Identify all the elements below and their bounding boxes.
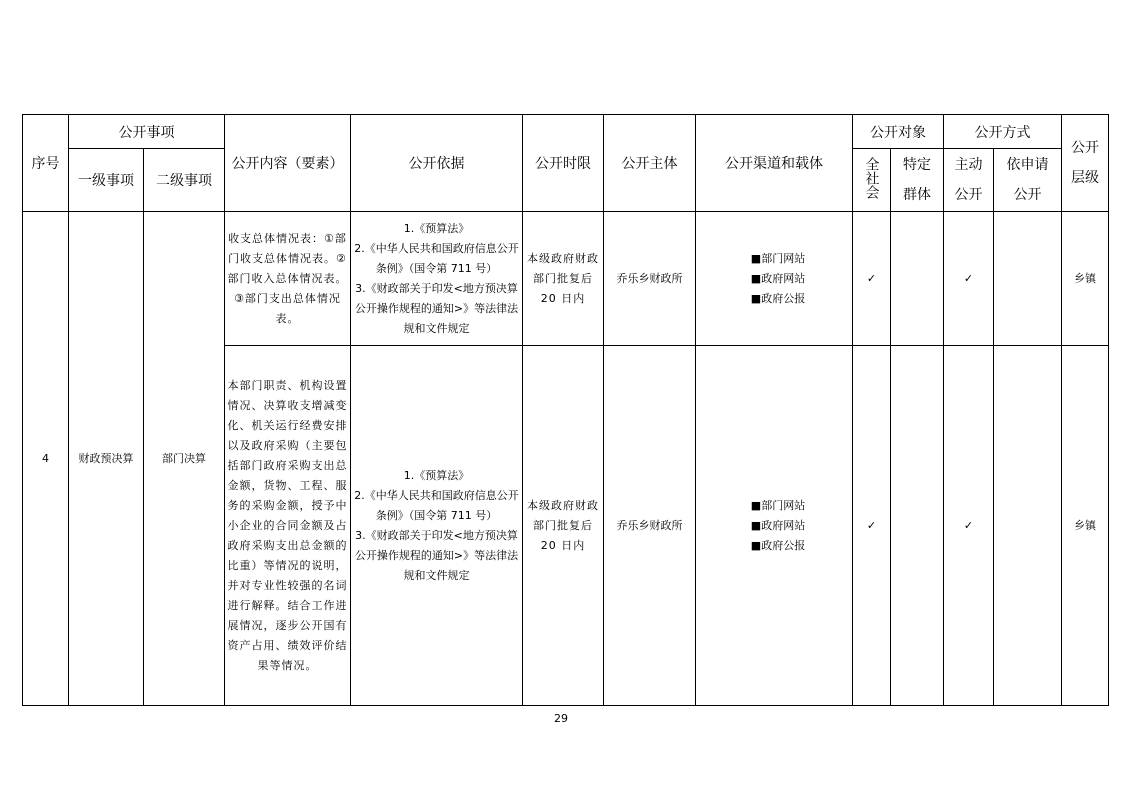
row-channels [696,212,853,346]
header-method-request-line2: 公开 [1013,187,1042,203]
header-time-limit: 公开时限 [523,115,604,212]
row-method-active-check: ✓ [944,346,994,706]
channel-item: ■政府公报 [750,538,806,552]
row-target-all-check: ✓ [853,346,891,706]
header-row-1 [23,115,1109,149]
group-seq: 4 [23,212,69,706]
row-target-specific [891,346,944,706]
page-number: 29 [554,712,568,725]
channel-item: ■政府网站 [750,271,806,285]
basis-item: 2.《中华人民共和国政府信息公开条例》（国令第 711 号） [354,488,519,522]
row-method-request [994,212,1062,346]
row-level: 乡镇 [1062,346,1109,706]
row-content: 本部门职责、机构设置情况、决算收支增减变化、机关运行经费安排以及政府采购（主要包括部门政府采购支出总金额，货物、工程、服务的采购金额，授予中小企业的合同金额及占政府采购支出总金额的比重）等情况的说明，并对专业性较强的名词进行解释。结合工作进展情况，逐步公开国有资产占用、绩效评价结果等情况。 [225,346,351,706]
row-method-request [994,346,1062,706]
header-method-request [994,149,1062,212]
header-seq: 序号 [23,115,69,212]
table-row [23,212,1109,346]
row-subject: 乔乐乡财政所 [604,212,696,346]
header-basis: 公开依据 [351,115,523,212]
row-time-limit: 本级政府财政部门批复后 20 日内 [523,346,604,706]
basis-item: 2.《中华人民共和国政府信息公开条例》（国令第 711 号） [354,241,519,275]
group-level2: 部门决算 [144,212,225,706]
disclosure-table [22,114,1109,706]
basis-item: 1.《预算法》 [403,468,470,482]
header-target: 公开对象 [853,115,944,149]
row-subject: 乔乐乡财政所 [604,346,696,706]
row-channels [696,346,853,706]
row-target-specific [891,212,944,346]
header-target-all-text: 全社会 [863,157,880,199]
header-level [1062,115,1109,212]
header-items: 公开事项 [69,115,225,149]
basis-item: 3.《财政部关于印发<地方预决算公开操作规程的通知>》等法律法规和文件规定 [354,281,519,335]
row-basis [351,346,523,706]
header-target-all [853,149,891,212]
header-target-specific-line1: 特定 [903,157,931,173]
group-level1: 财政预决算 [69,212,144,706]
header-subject: 公开主体 [604,115,696,212]
channel-item: ■部门网站 [750,251,806,265]
header-level-line1: 公开 [1071,140,1099,156]
row-method-active-check: ✓ [944,212,994,346]
channel-item: ■政府网站 [750,518,806,532]
basis-item: 1.《预算法》 [403,221,470,235]
header-content: 公开内容（要素） [225,115,351,212]
channel-item: ■部门网站 [750,498,806,512]
header-channel: 公开渠道和载体 [696,115,853,212]
header-level-line2: 层级 [1071,170,1099,186]
row-target-all-check: ✓ [853,212,891,346]
header-method-active-line1: 主动 [954,157,983,173]
header-method: 公开方式 [944,115,1062,149]
row-content: 收支总体情况表：①部门收支总体情况表。②部门收入总体情况表。③部门支出总体情况表。 [225,212,351,346]
header-method-request-line1: 依申请 [1006,157,1049,173]
header-target-specific [891,149,944,212]
header-level2: 二级事项 [144,149,225,212]
header-method-active [944,149,994,212]
basis-item: 3.《财政部关于印发<地方预决算公开操作规程的通知>》等法律法规和文件规定 [354,528,519,582]
row-level: 乡镇 [1062,212,1109,346]
header-level1: 一级事项 [69,149,144,212]
channel-item: ■政府公报 [750,291,806,305]
row-time-limit: 本级政府财政部门批复后 20 日内 [523,212,604,346]
header-method-active-line2: 公开 [954,187,983,203]
row-basis [351,212,523,346]
header-target-specific-line2: 群体 [903,187,931,203]
